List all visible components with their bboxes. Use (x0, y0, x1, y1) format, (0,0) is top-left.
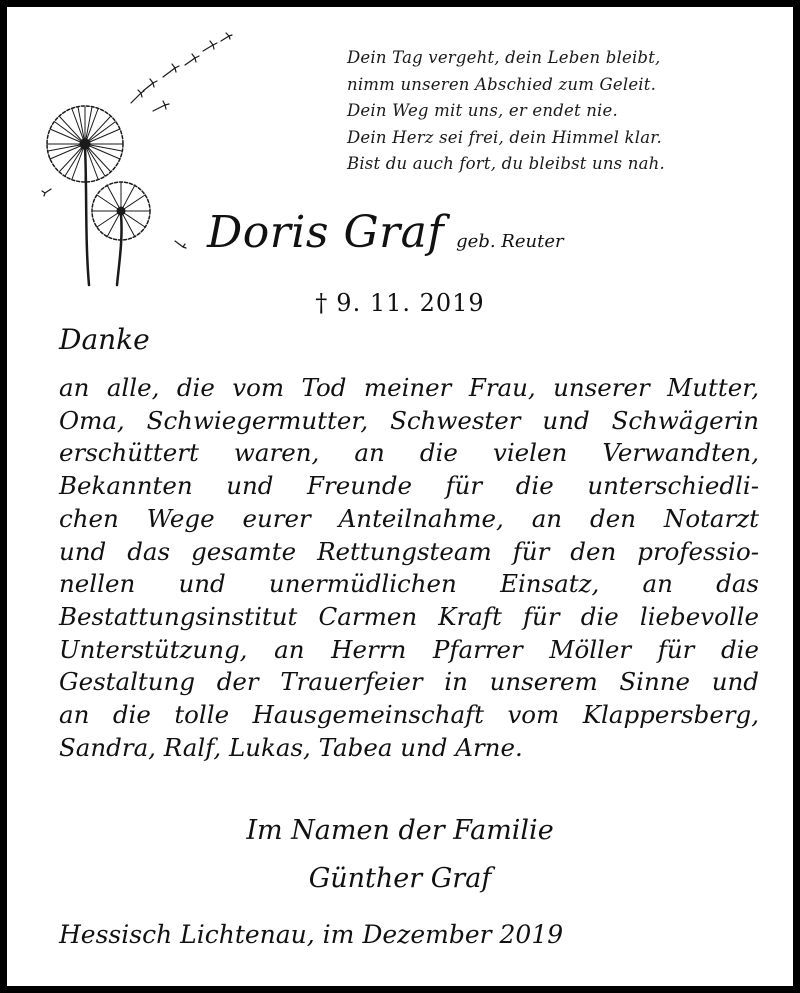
thanks-line: Sandra, Ralf, Lukas, Tabea und Arne. (59, 732, 523, 762)
thanks-line: an alle, die vom Tod meiner Frau, unserer Mutter, (59, 373, 759, 402)
thanks-heading: Danke (59, 323, 150, 356)
maiden-name: geb. Reuter (456, 231, 564, 252)
thanks-line: Oma, Schwiegermutter, Schwester und Schwägerin (59, 405, 759, 435)
poem (347, 45, 767, 178)
thanks-line: Gestaltung der Trauerfeier in unserem Sinne und (59, 667, 759, 697)
thanks-line: nellen und unermüdlichen Einsatz, an das (59, 569, 759, 599)
place-date: Hessisch Lichtenau, im Dezember 2019 (59, 920, 564, 949)
poem-line: nimm unseren Abschied zum Geleit. (347, 74, 657, 94)
poem-line: Dein Weg mit uns, er endet nie. (347, 101, 618, 120)
deceased-name-row (207, 207, 564, 258)
thanks-text (59, 372, 759, 764)
thanks-line: Unterstützung, an Herrn Pfarrer Möller für die (59, 634, 759, 664)
thanks-line: Bekannten und Freunde für die unterschiedli- (59, 471, 759, 501)
poem-line: Bist du auch fort, du bleibst uns nah. (347, 154, 665, 173)
signer-name: Günther Graf (308, 863, 492, 894)
family-line: Im Namen der Familie (246, 815, 554, 846)
death-date: 9. 11. 2019 (336, 289, 485, 317)
cross-icon: † (315, 289, 329, 317)
death-date-row (7, 289, 793, 317)
thanks-line: an die tolle Hausgemeinschaft vom Klappersberg, (59, 700, 759, 730)
poem-line: Dein Herz sei frei, dein Himmel klar. (347, 127, 662, 147)
thanks-line: und das gesamte Rettungsteam für den professio- (59, 536, 759, 566)
thanks-line: Bestattungsinstitut Carmen Kraft für die liebevolle (59, 601, 759, 631)
thanks-line: chen Wege eurer Anteilnahme, an den Notarzt (59, 503, 759, 533)
poem-line: Dein Tag vergeht, dein Leben bleibt, (347, 48, 661, 67)
deceased-name: Doris Graf (207, 207, 445, 258)
thanks-line: erschüttert waren, an die vielen Verwandten, (59, 438, 759, 468)
